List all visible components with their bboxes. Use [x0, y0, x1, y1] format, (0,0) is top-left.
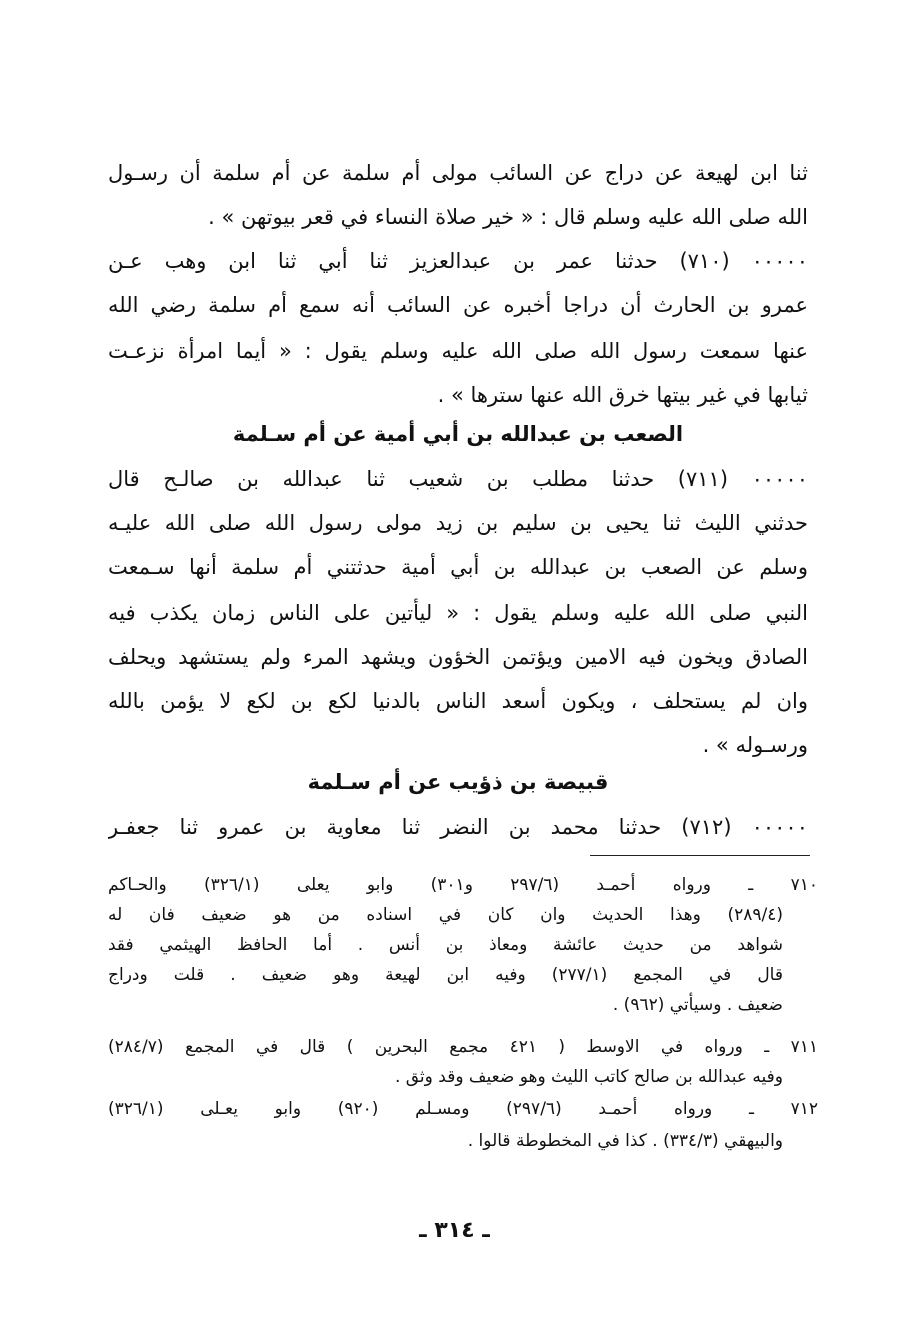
section-heading: الصعب بن عبدالله بن أبي أمية عن أم سـلمة — [232, 422, 684, 446]
text-line: ٠٠٠٠٠ (٧١١) حدثنا مطلب بن شعيب ثنا عبدالله بن صالـح قال — [108, 467, 808, 491]
text-line: النبي صلى الله عليه وسلم يقول : « ليأتين على الناس زمان يكذب فيه — [108, 601, 808, 625]
text-line: ٠٠٠٠٠ (٧١٠) حدثنا عمر بن عبدالعزيز ثنا أبي ثنا ابن وهب عـن — [108, 249, 808, 273]
text-line: ثيابها في غير بيتها خرق الله عنها سترها » . — [437, 383, 808, 407]
text-line: الصادق ويخون فيه الامين ويؤتمن الخؤون ويشهد المرء ولم يستشهد ويحلف — [108, 645, 808, 669]
text-line: ثنا ابن لهيعة عن دراج عن السائب مولى أم سلمة عن أم سلمة أن رسـول — [108, 161, 808, 185]
text-line: ورسـوله » . — [702, 733, 808, 757]
text-line: حدثني الليث ثنا يحيى بن سليم بن زيد مولى رسول الله صلى الله عليـه — [108, 511, 808, 535]
section-heading: قبيصة بن ذؤيب عن أم سـلمة — [307, 770, 609, 794]
page-number: ـ ٣١٤ ـ — [419, 1218, 490, 1243]
footnote-line: (٢٨٩/٤) وهذا الحديث وان كان في اسناده من هو ضعيف فان له — [108, 905, 783, 925]
footnote-line: شواهد من حديث عائشة ومعاذ بن أنس . أما الحافظ الهيثمي فقد — [108, 935, 783, 955]
footnote-line: والبيهقي (٣٣٤/٣) . كذا في المخطوطة قالوا . — [467, 1131, 783, 1151]
text-line: ٠٠٠٠٠ (٧١٢) حدثنا محمد بن النضر ثنا معاوية بن عمرو ثنا جعفـر — [108, 815, 808, 839]
footnote-line: قال في المجمع (٢٧٧/١) وفيه ابن لهيعة وهو ضعيف . قلت ودراج — [108, 965, 783, 985]
footnote-line: ٧١١ ـ ورواه في الاوسط ( ٤٢١ مجمع البحرين ) قال في المجمع (٢٨٤/٧) — [108, 1037, 818, 1057]
footnote-divider — [590, 855, 810, 856]
footnote-line: ٧١٢ ـ ورواه أحمـد (٢٩٧/٦) ومسـلم (٩٢٠) وابو يعـلى (٣٢٦/١) — [108, 1099, 818, 1119]
text-line: عنها سمعت رسول الله صلى الله عليه وسلم يقول : « أيما امرأة نزعـت — [108, 339, 808, 363]
footnote-line: ضعيف . وسيأتي (٩٦٢) . — [612, 995, 783, 1015]
text-line: وان لم يستحلف ، ويكون أسعد الناس بالدنيا لكع بن لكع لا يؤمن بالله — [108, 689, 808, 713]
footnote-line: ٧١٠ ـ ورواه أحمـد (٢٩٧/٦ و٣٠١) وابو يعلى (٣٢٦/١) والحـاكم — [108, 875, 818, 895]
text-line: عمرو بن الحارث أن دراجا أخبره عن السائب أنه سمع أم سلمة رضي الله — [108, 293, 808, 317]
text-line: الله صلى الله عليه وسلم قال : « خير صلاة النساء في قعر بيوتهن » . — [208, 205, 808, 229]
text-line: وسلم عن الصعب بن عبدالله بن أبي أمية حدثتني أم سلمة أنها سـمعت — [108, 555, 808, 579]
footnote-line: وفيه عبدالله بن صالح كاتب الليث وهو ضعيف وقد وثق . — [394, 1067, 783, 1087]
